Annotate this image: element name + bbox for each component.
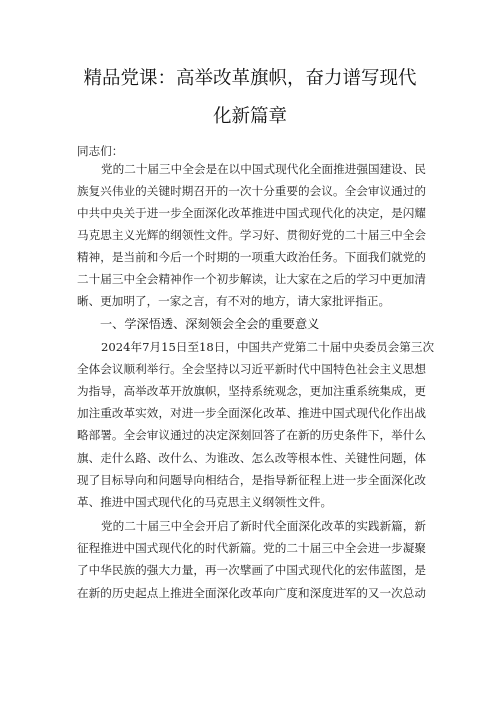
section-p1-line-1: 2024年7月15日至18日，中国共产党第二十届中央委员会第三次 [101, 340, 435, 354]
section-p2-line-1: 党的二十届三中全会开启了新时代全面深化改革的实践新篇，新 [101, 519, 426, 533]
section-p1-line-8: 革、推进中国式现代化的马克思主义纲领性文件。 [77, 495, 333, 509]
intro-line-3: 中共中央关于进一步全面深化改革推进中国式现代化的决定，是闪耀 [77, 206, 426, 220]
section-p1-line-2: 全体会议顺利举行。全会坚持以习近平新时代中国特色社会主义思想 [77, 362, 426, 376]
intro-line-2: 族复兴伟业的关键时期召开的一次十分重要的会议。全会审议通过的 [77, 184, 426, 198]
section-p2-line-2: 征程推进中国式现代化的时代新篇。党的二十届三中全会进一步凝聚 [77, 541, 426, 555]
intro-line-1: 党的二十届三中全会是在以中国式现代化全面推进强国建设、民 [101, 162, 426, 176]
section-p1-line-3: 为指导，高举改革开放旗帜，坚持系统观念，更加注重系统集成，更 [77, 384, 426, 398]
intro-line-6: 二十届三中全会精神作一个初步解读，让大家在之后的学习中更加清 [77, 272, 426, 286]
section-p2-line-3: 了中华民族的强大力量，再一次擘画了中国式现代化的宏伟蓝图，是 [77, 563, 426, 577]
section-p1-line-5: 略部署。全会审议通过的决定深刻回答了在新的历史条件下，举什么 [77, 428, 426, 442]
section-p1-line-7: 现了目标导向和问题导向相结合，是指导新征程上进一步全面深化改 [77, 473, 426, 487]
intro-line-4: 马克思主义光辉的纲领性文件。学习好、贯彻好党的二十届三中全会 [77, 228, 426, 242]
section-p1-line-6: 旗、走什么路、改什么、为谁改、怎么改等根本性、关键性问题，体 [77, 451, 426, 465]
section-heading: 一、学深悟透、深刻领会全会的重要意义 [100, 317, 320, 331]
document-title-line-2: 化新篇章 [212, 106, 287, 127]
salutation: 同志们： [77, 144, 124, 158]
section-p1-line-4: 加注重改革实效，对进一步全面深化改革、推进中国式现代化作出战 [77, 406, 426, 420]
intro-line-7: 晰、更加明了，一家之言，有不对的地方，请大家批评指正。 [77, 294, 391, 308]
intro-line-5: 精神，是当前和今后一个时期的一项重大政治任务。下面我们就党的 [77, 250, 426, 264]
document-title-line-1: 精品党课：高举改革旗帜，奋力谱写现代 [83, 68, 417, 89]
section-p2-line-4: 在新的历史起点上推进全面深化改革向广度和深度进军的又一次总动 [77, 586, 426, 600]
